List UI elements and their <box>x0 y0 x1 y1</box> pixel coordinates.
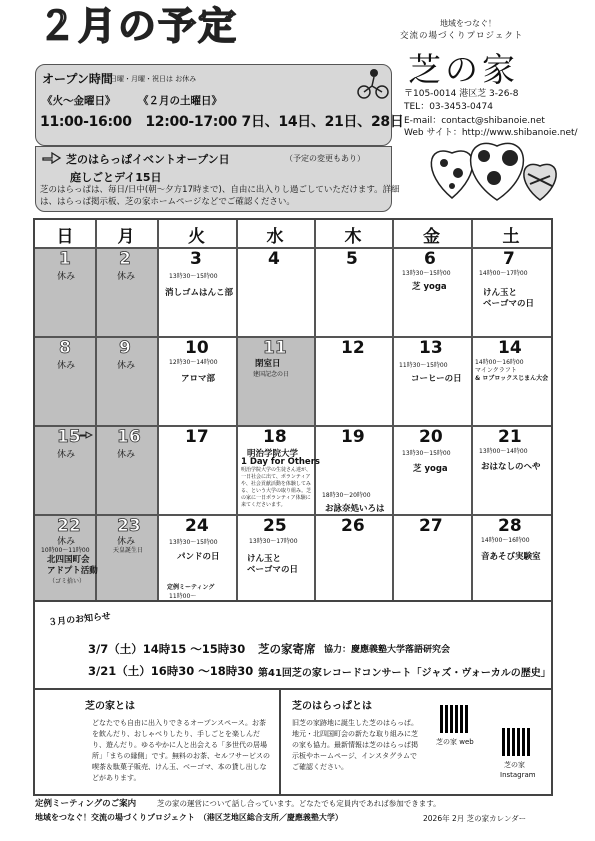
event-title: パンドの日 <box>177 552 220 562</box>
event-title: 音あそび実験室 <box>481 552 541 562</box>
event-title: & ロブロックスじまん大会 <box>475 375 549 382</box>
march-event-1: 芝の家寄席 <box>258 642 316 656</box>
child-bike-icon <box>352 66 392 100</box>
event-title: 明治学院大学 <box>247 449 299 459</box>
weekday-fri: 金 <box>423 227 440 247</box>
harappa-title: 芝のはらっぱイベントオープン日 <box>66 153 230 166</box>
day-number: 15 <box>57 427 81 447</box>
project-name: 交流の場づくりプロジェクト <box>400 31 524 41</box>
footer-calendar-label: 2026年 2月 芝の家カレンダー <box>423 814 527 823</box>
event-time: 13時30～15時00 <box>169 273 218 280</box>
harappa-about-text: 旧芝の家跡地に誕生した芝のはらっぱ。地元・北四国町会の新たな取り組みに芝の家も協力。最新情報は芝のはらっぱ掲示板やホームページ、インスタグラムでご確認ください。 <box>292 719 418 771</box>
weekday-sat: 土 <box>502 227 520 247</box>
event-description: 明治学院大学の生徒さん達が、一日社会に出て、ボランティアや、社会貢献活動を体験してみる、という大学の取り組み。芝の家に一日ボランティア体験に来てくださいます。 <box>241 467 312 508</box>
qr-web-label: 芝の家 web <box>436 738 474 746</box>
march-title: ３月のお知らせ <box>47 611 112 629</box>
weekday-tue: 火 <box>188 227 205 247</box>
event-time: 18時30～20時00 <box>322 492 371 499</box>
day-number: 23 <box>117 516 141 536</box>
day-number: 6 <box>424 249 436 269</box>
event-title: 芝 yoga <box>412 282 447 292</box>
event-title: 閉室日 <box>255 359 281 369</box>
event-title: 北四国町会 <box>47 555 90 565</box>
event-time: 10時00～11時00 <box>41 547 90 554</box>
event-title: お詠奈処いろは <box>325 504 385 514</box>
event-time: 13時30～15時00 <box>169 539 218 546</box>
day-number: 19 <box>341 427 365 447</box>
march-date-2: 3/21（土）16時30 ～18時30 <box>88 664 254 678</box>
harappa-description: 芝のはらっぱは、毎日/日中(朝～夕方17時まで)、自由に出入りし過ごしていただけます。詳細は、はらっぱ掲示板、芝の家ホームページなどでご確認ください。 <box>40 185 400 207</box>
day-number: 20 <box>419 427 443 447</box>
weekday-sun: 日 <box>56 227 74 247</box>
day-number: 4 <box>268 249 280 269</box>
day-number: 28 <box>498 516 522 536</box>
event-time: 12時30～14時00 <box>169 359 218 366</box>
march-event-2: 第41回芝の家レコードコンサート「ジャズ・ヴォーカルの歴史」 <box>258 668 551 679</box>
day-number: 21 <box>498 427 522 447</box>
open-hours-title: オープン時間 <box>42 72 113 86</box>
event-title: アロマ部 <box>181 374 216 384</box>
hand-pointer-icon <box>79 430 93 440</box>
event-time: 14時00～16時00 <box>475 359 524 366</box>
closed-label: 休み <box>57 537 76 547</box>
day-number: 13 <box>419 338 443 358</box>
event-title: 消しゴムはんこ部 <box>165 288 234 298</box>
day-number: 25 <box>263 516 287 536</box>
logo: 芝の家 <box>408 50 519 89</box>
march-cooperation: 協力：慶應義塾大学落語研究会 <box>324 645 451 655</box>
day-number: 22 <box>57 516 81 536</box>
qr-instagram-label2: Instagram <box>500 771 536 779</box>
event-title: 芝 yoga <box>413 464 448 474</box>
closed-label: 休み <box>117 361 136 371</box>
event-title: ベーゴマの日 <box>247 565 299 575</box>
weekday-wed: 水 <box>266 227 284 247</box>
day-number: 16 <box>117 427 141 447</box>
day-number: 14 <box>498 338 522 358</box>
day-number: 18 <box>263 427 287 447</box>
calendar-grid <box>33 218 553 602</box>
day-number: 27 <box>419 516 443 536</box>
open-hours-text: 11:00-16:00 12:00-17:00 7日、14日、21日、28日 <box>40 114 404 130</box>
page-title: ２月の予定 <box>38 4 239 48</box>
qr-code-web[interactable] <box>440 705 468 733</box>
meeting-guide-title: 定例ミーティングのご案内 <box>35 799 137 809</box>
closed-label: 休み <box>117 450 136 460</box>
meeting-guide-text: 芝の家の運営について話し合っています。どなたでも定員内であれば参加できます。 <box>157 799 441 808</box>
day-number: 17 <box>185 427 209 447</box>
event-title: アドプト活動 <box>47 566 98 576</box>
event-time: 13時30～17時00 <box>249 538 298 545</box>
event-time: 14時00～17時00 <box>479 270 528 277</box>
day-number: 8 <box>59 338 71 358</box>
address: 〒105-0014 港区芝 3-26-8 <box>404 89 519 99</box>
event-time: 14時00～16時00 <box>481 537 530 544</box>
harappa-note: （予定の変更もあり） <box>285 154 365 163</box>
weekday-mon: 月 <box>117 227 135 247</box>
event-time: 11時30～15時00 <box>399 362 448 369</box>
day-number: 9 <box>119 338 131 358</box>
march-date-1: 3/7（土）14時15 ～15時30 <box>88 642 246 656</box>
event-title: コーヒーの日 <box>411 374 462 384</box>
holiday-name: 天皇誕生日 <box>113 547 144 554</box>
qr-code-instagram[interactable] <box>502 728 530 756</box>
day-number: 12 <box>341 338 365 358</box>
holiday-name: 建国記念の日 <box>253 371 290 378</box>
day-number: 2 <box>119 249 131 269</box>
closed-days: 日曜・月曜・祝日は お休み <box>110 75 197 83</box>
website[interactable]: Web サイト：http://www.shibanoie.net/ <box>404 128 578 138</box>
event-time: 13時30～15時00 <box>402 270 451 277</box>
closed-label: 休み <box>57 272 76 282</box>
about-text: どなたでも自由に出入りできるオープンスペース。お茶を飲んだり、おしゃべりしたり、手しごとを楽しんだり、遊んだり。ゆるやかに人と出会える「多世代の居場所」「まちの縁側」です。無料のお茶、セルフサービスの喫茶＆駄菓子販売、けん玉、ベーゴマ、本の貸し出しなどがあります。 <box>92 719 270 782</box>
hearts-illustration <box>422 128 572 208</box>
day-number: 3 <box>190 249 202 269</box>
about-title: 芝の家とは <box>85 701 135 712</box>
closed-label: 休み <box>117 272 136 282</box>
event-time: 13時00～14時00 <box>479 448 528 455</box>
closed-label: 休み <box>117 537 136 547</box>
event-title: おはなしのへや <box>481 462 541 472</box>
day-number: 24 <box>185 516 209 536</box>
event-title: けん玉と <box>247 554 282 564</box>
harappa-about-title: 芝のはらっぱとは <box>292 701 372 712</box>
harappa-event: 庭しごとデイ15日 <box>70 171 162 184</box>
footer-project: 地域をつなぐ！交流の場づくりプロジェクト （港区芝地区総合支所／慶應義塾大学） <box>35 813 343 822</box>
saturday-label: 《２月の土曜日》 <box>138 95 222 107</box>
closed-label: 休み <box>57 450 76 460</box>
meeting-label: 定例ミーティング <box>167 584 215 591</box>
event-title: マインクラフト <box>475 367 517 374</box>
event-note: （ゴミ拾い） <box>49 578 86 585</box>
event-title: けん玉と <box>483 288 518 298</box>
email[interactable]: E-mail：contact@shibanoie.net <box>404 116 545 126</box>
day-number: 10 <box>185 338 209 358</box>
event-time: 13時30～15時00 <box>402 450 451 457</box>
day-number: 26 <box>341 516 365 536</box>
closed-label: 休み <box>57 361 76 371</box>
event-title: 1 Day for Others <box>241 457 320 467</box>
qr-instagram-label: 芝の家 <box>504 761 525 769</box>
day-number: 11 <box>263 338 287 358</box>
weekday-label: 《火～金曜日》 <box>42 95 116 107</box>
hand-pointer-icon <box>42 150 62 164</box>
day-number: 1 <box>59 249 71 269</box>
weekday-thu: 木 <box>344 227 362 247</box>
day-number: 7 <box>503 249 515 269</box>
day-number: 5 <box>346 249 358 269</box>
event-title: ベーゴマの日 <box>483 299 535 309</box>
meeting-time: 11時00～ <box>169 593 197 600</box>
tel: TEL：03-3453-0474 <box>404 102 493 112</box>
tagline: 地域をつなぐ！ <box>440 19 496 28</box>
